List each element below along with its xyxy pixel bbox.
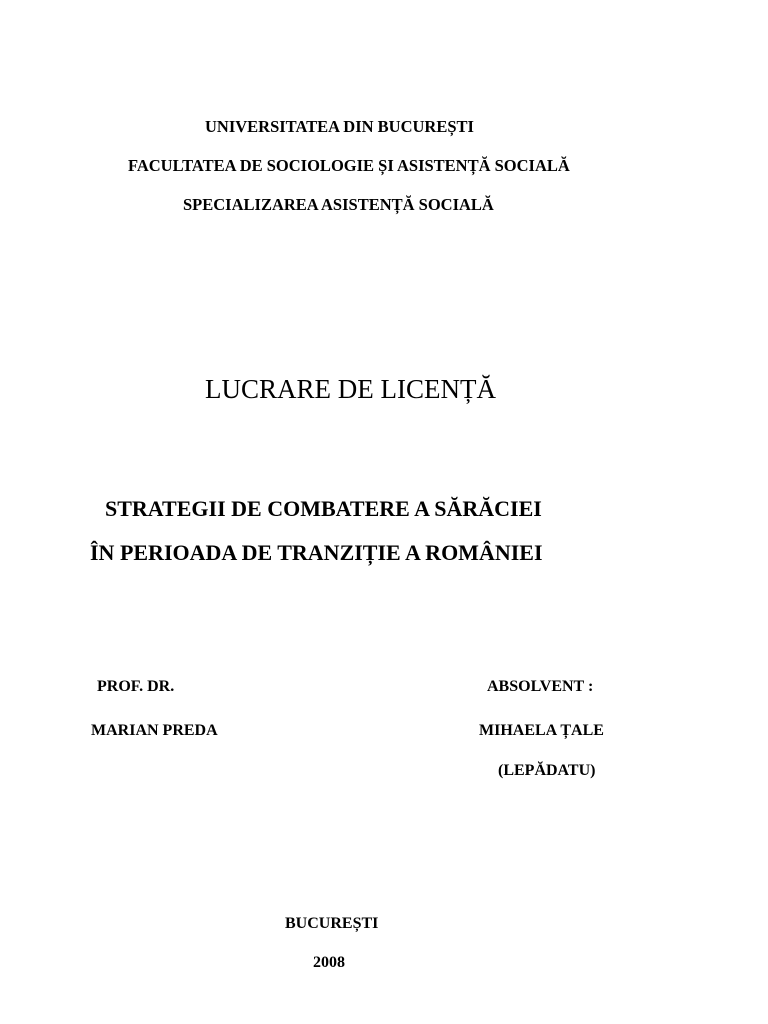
graduate-label: ABSOLVENT : bbox=[487, 678, 594, 695]
specialization-name: SPECIALIZAREA ASISTENȚĂ SOCIALĂ bbox=[183, 195, 494, 214]
coordinator-name: MARIAN PREDA bbox=[91, 722, 218, 739]
graduate-name: MIHAELA ȚALE bbox=[479, 722, 604, 739]
city: BUCUREȘTI bbox=[285, 915, 379, 932]
coordinator-label: PROF. DR. bbox=[97, 678, 175, 695]
faculty-name: FACULTATEA DE SOCIOLOGIE ȘI ASISTENȚĂ SOCIALĂ bbox=[128, 156, 570, 175]
document-title: LUCRARE DE LICENȚĂ bbox=[205, 374, 496, 404]
university-name: UNIVERSITATEA DIN BUCUREȘTI bbox=[205, 117, 474, 136]
thesis-title-line-1: STRATEGII DE COMBATERE A SĂRĂCIEI bbox=[105, 496, 542, 521]
year: 2008 bbox=[313, 954, 345, 971]
graduate-maiden-name: (LEPĂDATU) bbox=[498, 762, 596, 779]
thesis-title-line-2: ÎN PERIOADA DE TRANZIȚIE A ROMÂNIEI bbox=[90, 540, 543, 565]
